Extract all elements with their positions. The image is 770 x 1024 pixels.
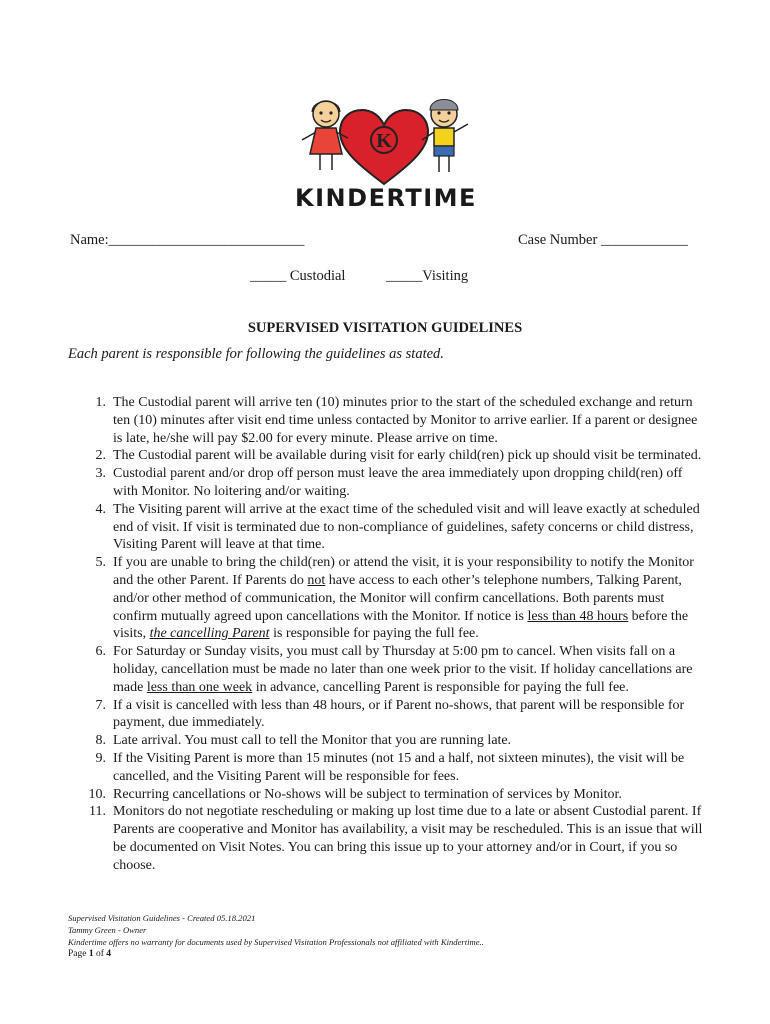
item-number: 2. bbox=[95, 448, 106, 464]
logo-illustration bbox=[288, 92, 484, 216]
kindertime-logo bbox=[288, 92, 484, 216]
item-text: The Visiting parent will arrive at the exact time of the scheduled visit and will leave exactly at scheduled end of visit. If visit is terminated due to non-compliance of guidelines, safety concerns or child distress, Visiting Parent will leave at that time. bbox=[113, 501, 700, 553]
text-segment: If you are unable to bring the child(ren) or attend the visit, it is your responsibility to notify the Monitor and the other Parent. If Parents do bbox=[113, 555, 694, 588]
visiting-label: Visiting bbox=[422, 268, 469, 284]
underlined-text: less than 48 hours bbox=[527, 608, 629, 624]
visiting-blank[interactable]: _____ bbox=[386, 268, 423, 284]
item-number: 4. bbox=[95, 501, 106, 517]
item-number: 6. bbox=[95, 644, 106, 660]
item-text bbox=[113, 644, 693, 695]
item-number: 9. bbox=[95, 750, 106, 766]
page-current: 1 bbox=[88, 949, 94, 959]
list-item bbox=[68, 394, 708, 447]
text-segment: in advance, cancelling Parent is responsible for paying the full fee. bbox=[252, 679, 629, 695]
list-item bbox=[68, 501, 708, 554]
item-text: Late arrival. You must call to tell the Monitor that you are running late. bbox=[113, 733, 512, 749]
item-text bbox=[113, 555, 694, 641]
item-number: 7. bbox=[95, 697, 106, 713]
case-number-label: Case Number bbox=[518, 232, 598, 248]
document-title: SUPERVISED VISITATION GUIDELINES bbox=[247, 320, 523, 336]
page-sep: of bbox=[93, 949, 107, 959]
page-total: 4 bbox=[106, 949, 112, 959]
custodial-label: Custodial bbox=[289, 268, 346, 284]
item-text: The Custodial parent will arrive ten (10) minutes prior to the start of the scheduled exchange and return ten (10) minutes after visit end time unless contacted by Monitor to arrive earlier. If a parent or designee is late, he/she will pay $2.00 for every minute. Please arrive on time. bbox=[113, 395, 698, 446]
underlined-italic-text: the cancelling Parent bbox=[149, 626, 270, 642]
page-label: Page bbox=[68, 949, 89, 959]
item-text: Custodial parent and/or drop off person must leave the area immediately upon dropping child(ren) off with Monitor. No loitering and/or waiting. bbox=[113, 466, 683, 499]
item-text: Recurring cancellations or No-shows will be subject to termination of services by Monitor. bbox=[113, 786, 622, 802]
custodial-option[interactable] bbox=[250, 268, 345, 285]
list-item bbox=[68, 465, 708, 501]
custodial-blank[interactable]: _____ bbox=[250, 268, 287, 284]
item-text: Monitors do not negotiate rescheduling or making up lost time due to a late or absent Custodial parent. If Parents are cooperative and Monitor has availability, a visit may be rescheduled. This is an issue that will be documented on Visit Notes. You can bring this issue up to your attorney and/or in Court, if you so choose. bbox=[113, 804, 703, 873]
logo-wordmark: KINDERTIME bbox=[295, 184, 477, 212]
footer-disclaimer-line: Kindertime offers no warranty for documents used by Supervised Visitation Professionals not affiliated with Kindertime.. bbox=[68, 937, 484, 947]
list-item bbox=[68, 554, 708, 643]
list-item bbox=[68, 750, 708, 786]
footer-owner-line: Tammy Green - Owner bbox=[68, 925, 147, 935]
item-number: 10. bbox=[88, 786, 106, 802]
document-footer bbox=[68, 912, 484, 948]
text-segment: is responsible for paying the full fee. bbox=[269, 626, 479, 642]
list-item bbox=[68, 697, 708, 733]
underlined-text: less than one week bbox=[146, 679, 253, 695]
list-item bbox=[68, 803, 708, 874]
logo-letter: K bbox=[376, 130, 392, 152]
visiting-option[interactable] bbox=[386, 268, 468, 285]
item-text: The Custodial parent will be available during visit for early child(ren) pick up should visit be terminated. bbox=[113, 448, 702, 464]
case-number-blank[interactable]: ____________ bbox=[600, 232, 688, 248]
item-number: 8. bbox=[95, 733, 106, 749]
list-item bbox=[68, 786, 708, 804]
intro-text: Each parent is responsible for following the guidelines as stated. bbox=[68, 346, 444, 362]
text-segment: have access to each other’s telephone numbers, Talking Parent, and/or other method of communication, the Monitor will confirm cancellations. Both parents must confirm mutually agreed upon cancellations with the Monitor. If notice is bbox=[113, 572, 682, 624]
name-field[interactable] bbox=[70, 232, 304, 249]
item-number: 11. bbox=[89, 804, 106, 820]
item-text: If a visit is cancelled with less than 48 hours, or if Parent no-shows, that parent will be responsible for payment, due immediately. bbox=[113, 697, 685, 731]
page-number bbox=[68, 948, 111, 960]
list-item bbox=[68, 447, 708, 465]
boy-figure-icon bbox=[422, 100, 468, 173]
item-number: 5. bbox=[95, 555, 106, 571]
item-number: 3. bbox=[95, 466, 106, 482]
list-item bbox=[68, 732, 708, 750]
text-segment: before the visits, bbox=[113, 608, 689, 642]
guidelines-list bbox=[68, 394, 708, 875]
item-number: 1. bbox=[95, 395, 106, 410]
footer-created-line: Supervised Visitation Guidelines - Created 05.18.2021 bbox=[68, 913, 256, 923]
list-item bbox=[68, 643, 708, 696]
case-number-field[interactable] bbox=[518, 232, 688, 249]
item-text: If the Visiting Parent is more than 15 minutes (not 15 and a half, not sixteen minutes), the visit will be cancelled, and the Visiting Parent will be responsible for fees. bbox=[113, 750, 685, 784]
text-segment: For Saturday or Sunday visits, you must call by Thursday at 5:00 pm to cancel. When visits fall on a holiday, cancellation must be made no later than one week prior to the visit. If holiday cancellations are made bbox=[113, 644, 693, 695]
name-label: Name: bbox=[70, 232, 109, 248]
name-blank[interactable]: ___________________________ bbox=[108, 232, 305, 248]
underlined-text: not bbox=[307, 572, 326, 588]
